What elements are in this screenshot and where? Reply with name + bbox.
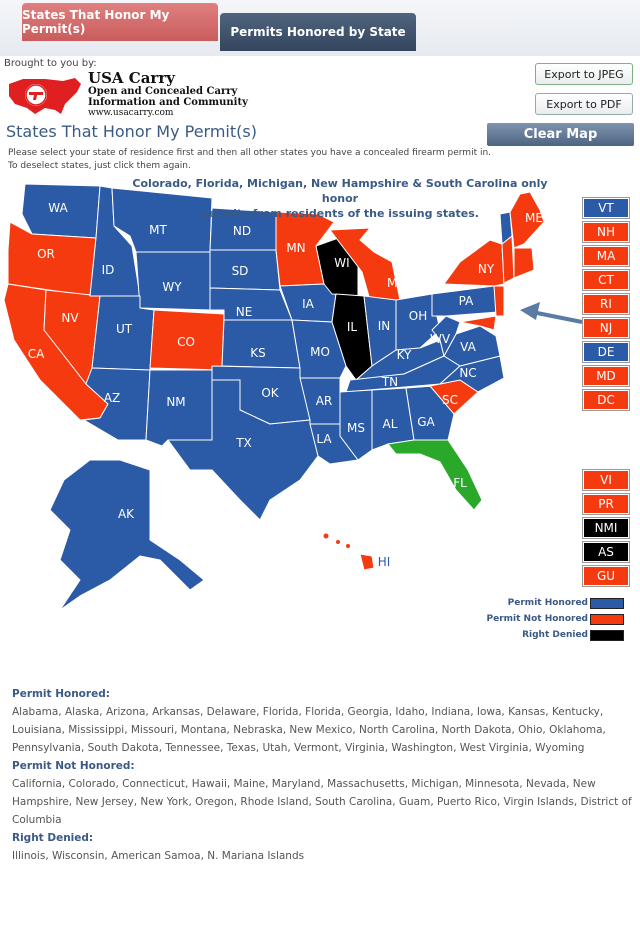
- label-sc: SC: [442, 393, 458, 407]
- territory-button-nj[interactable]: NJ: [583, 318, 629, 338]
- export-jpeg-button[interactable]: Export to JPEG: [535, 63, 633, 85]
- legend-denied: [470, 630, 630, 642]
- us-states-map: [0, 170, 640, 650]
- label-mt: MT: [149, 223, 167, 237]
- state-hi[interactable]: [360, 554, 374, 570]
- label-or: OR: [37, 247, 55, 261]
- label-wa: WA: [48, 201, 68, 215]
- territory-button-vt[interactable]: VT: [583, 198, 629, 218]
- label-nd: ND: [232, 224, 252, 238]
- label-me: ME: [525, 211, 543, 225]
- brand-name: USA Carry: [88, 69, 175, 87]
- label-al: AL: [382, 417, 398, 431]
- brought-to-you-by: Brought to you by:: [4, 58, 97, 69]
- label-nc: NC: [459, 366, 477, 380]
- brand-tagline-2: Information and Community: [88, 97, 248, 108]
- label-id: ID: [101, 263, 115, 277]
- territory-button-de[interactable]: DE: [583, 342, 629, 362]
- label-ky: KY: [396, 348, 412, 362]
- deselect-instruction-text: To deselect states, just click them again.: [8, 161, 191, 171]
- label-oh: OH: [408, 309, 428, 323]
- state-lists: [12, 685, 632, 865]
- hawaii-island-3: [346, 544, 351, 549]
- state-fl[interactable]: [388, 440, 482, 510]
- label-pa: PA: [458, 294, 474, 308]
- label-in: IN: [377, 319, 391, 333]
- legend-honored-label: Permit Honored: [507, 598, 588, 608]
- label-ut: UT: [115, 322, 133, 336]
- residency-notice: [120, 176, 560, 221]
- label-ms: MS: [347, 421, 365, 435]
- legend-not-honored-swatch: [590, 614, 624, 625]
- label-co: CO: [177, 335, 195, 349]
- label-ny: NY: [477, 262, 495, 276]
- denied-heading: Right Denied:: [12, 832, 94, 844]
- label-va: VA: [460, 340, 476, 354]
- label-mn: MN: [286, 241, 306, 255]
- label-mo: MO: [310, 345, 330, 359]
- label-hi: HI: [377, 555, 391, 569]
- label-nv: NV: [61, 311, 79, 325]
- territory-button-nh[interactable]: NH: [583, 222, 629, 242]
- label-wv: WV: [429, 332, 451, 346]
- label-ca: CA: [27, 347, 45, 361]
- honored-heading: Permit Honored:: [12, 688, 110, 700]
- label-ia: IA: [302, 297, 314, 311]
- label-wy: WY: [162, 280, 182, 294]
- label-nm: NM: [166, 395, 186, 409]
- legend-honored: [470, 598, 630, 610]
- territory-button-md[interactable]: MD: [583, 366, 629, 386]
- label-il: IL: [346, 320, 358, 334]
- territory-button-dc[interactable]: DC: [583, 390, 629, 410]
- label-sd: SD: [231, 264, 249, 278]
- label-ok: OK: [261, 386, 279, 400]
- label-mi: MI: [387, 276, 401, 290]
- territory-button-as[interactable]: AS: [583, 542, 629, 562]
- legend-not-honored: [470, 614, 630, 626]
- label-la: LA: [316, 432, 332, 446]
- label-ar: AR: [315, 394, 333, 408]
- label-az: AZ: [103, 391, 121, 405]
- state-ny[interactable]: [444, 240, 504, 286]
- legend-honored-swatch: [590, 598, 624, 609]
- label-tn: TN: [381, 375, 399, 389]
- territory-button-gu[interactable]: GU: [583, 566, 629, 586]
- tab-states-that-honor[interactable]: States That Honor My Permit(s): [22, 3, 218, 41]
- tab-bar: [0, 0, 640, 56]
- instruction-text: Please select your state of residence first and then all other states you have a concealed firearm permit in.: [8, 148, 492, 158]
- territory-button-nmi[interactable]: NMI: [583, 518, 629, 538]
- label-ne: NE: [235, 305, 253, 319]
- clear-map-button[interactable]: Clear Map: [487, 123, 634, 146]
- label-ks: KS: [250, 346, 266, 360]
- hawaii-island-1: [323, 533, 329, 539]
- honored-list: Alabama, Alaska, Arizona, Arkansas, Delaware, Florida, Florida, Georgia, Idaho, Indiana, Iowa, Kansas, Kentucky, Louisiana, Mississippi, Missouri, Montana, Nebraska, New Mexico, North Carolina, North Dakota, Ohio, Oklahoma, Pennsylvania, South Dakota, Tennessee, Texas, Utah, Vermont, Virginia, Washington, West Virginia, Wyoming: [12, 706, 606, 754]
- territory-button-pr[interactable]: PR: [583, 494, 629, 514]
- territory-button-vi[interactable]: VI: [583, 470, 629, 490]
- label-wi: WI: [334, 256, 350, 270]
- brand-url: www.usacarry.com: [88, 108, 174, 118]
- territory-button-ct[interactable]: CT: [583, 270, 629, 290]
- pointer-arrow-icon: [520, 302, 582, 322]
- state-ct-ri-ma[interactable]: [514, 248, 534, 278]
- tab-permits-honored-by-state[interactable]: Permits Honored by State: [220, 13, 416, 51]
- export-pdf-button[interactable]: Export to PDF: [535, 93, 633, 115]
- legend-denied-label: Right Denied: [522, 630, 588, 640]
- notice-line-2: permits from residents of the issuing states.: [201, 207, 479, 220]
- usa-carry-logo-icon[interactable]: [5, 70, 85, 120]
- state-ak[interactable]: [50, 460, 204, 610]
- label-tx: TX: [236, 436, 252, 450]
- legend-not-honored-label: Permit Not Honored: [486, 614, 588, 624]
- state-ks[interactable]: [222, 320, 300, 368]
- label-ga: GA: [417, 415, 435, 429]
- not-honored-list: California, Colorado, Connecticut, Hawaii, Maine, Maryland, Massachusetts, Michigan, Minnesota, Nevada, New Hampshire, New Jersey, New York, Oregon, Rhode Island, South Carolina, Guam, Puerto Rico, Virgin Islands, District of Columbia: [12, 778, 632, 826]
- label-ak: AK: [117, 507, 135, 521]
- state-nj[interactable]: [494, 286, 504, 316]
- brand-tagline-1: Open and Concealed Carry: [88, 86, 238, 97]
- territory-button-ri[interactable]: RI: [583, 294, 629, 314]
- denied-list: Illinois, Wisconsin, American Samoa, N. Mariana Islands: [12, 850, 305, 862]
- legend-denied-swatch: [590, 630, 624, 641]
- hawaii-island-2: [336, 540, 341, 545]
- page-title: States That Honor My Permit(s): [6, 122, 257, 141]
- territory-button-ma[interactable]: MA: [583, 246, 629, 266]
- not-honored-heading: Permit Not Honored:: [12, 760, 135, 772]
- notice-line-1: Colorado, Florida, Michigan, New Hampshire & South Carolina only honor: [132, 177, 548, 205]
- label-fl: FL: [453, 476, 467, 490]
- brand-block: [88, 70, 248, 119]
